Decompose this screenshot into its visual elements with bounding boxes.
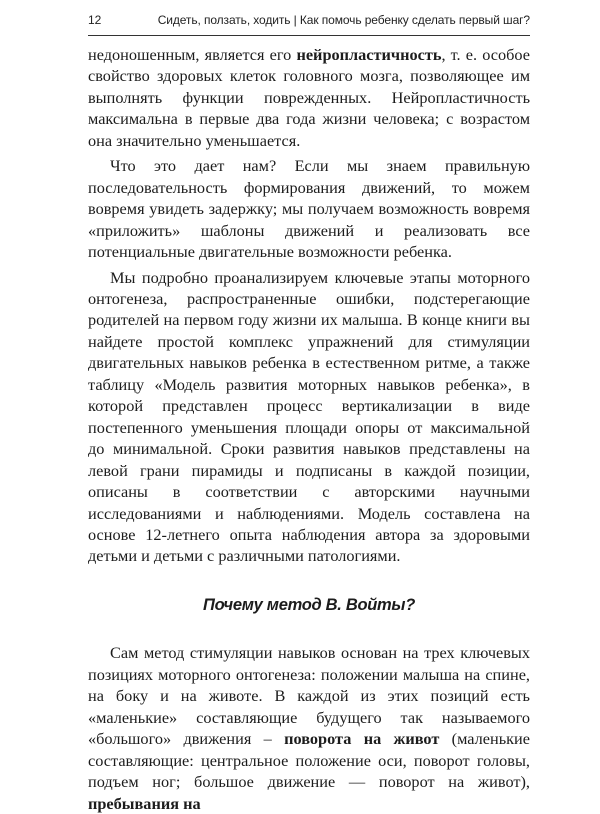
term-staying-on: пребывания на <box>88 793 201 813</box>
running-title: Сидеть, ползать, ходить | Как помочь ребенку сделать первый шаг? <box>157 13 530 27</box>
page-number: 12 <box>88 13 102 27</box>
paragraph-1-text-b: , т. е. особое свойство здоровых клеток головного мозга, позволяющее им выполнять функции поврежденных. Нейропластичность максимальна в первые два года жизни человека; с возрастом она значительно уменьшается. <box>88 45 530 150</box>
body-text <box>88 44 530 814</box>
paragraph-4-text-b: (маленькие составляющие: центральное положение оси, поворот головы, подъем ног; большое движение — поворот на живот), <box>88 729 530 792</box>
header-rule <box>88 35 530 36</box>
paragraph-1 <box>88 44 530 151</box>
term-roll-to-belly: поворота на живот <box>284 729 440 749</box>
paragraph-4 <box>88 642 530 814</box>
paragraph-2: Что это дает нам? Если мы знаем правильную последовательность формирования движений, то можем вовремя увидеть задержку; мы получаем возможность вовремя «приложить» шаблоны движений и реализовать все потенциальные двигательные возможности ребенка. <box>88 156 530 262</box>
section-heading: Почему метод В. Войты? <box>203 595 415 614</box>
paragraph-1-text-a: недоношенным, является его <box>88 45 297 64</box>
running-header <box>88 10 530 30</box>
paragraph-3: Мы подробно проанализируем ключевые этапы моторного онтогенеза, распространенные ошибки, подстерегающие родителей на первом году жизни их малыша. В конце книги вы найдете простой комплекс упражнений для стимуляции двигательных навыков ребенка в естественном ритме, а также таблицу «Модель развития моторных навыков ребенка», в которой представлен процесс вертикализации в виде постепенного уменьшения площади опоры от максимальной до минимальной. Сроки развития навыков представлены на левой грани пирамиды и подписаны в каждой позиции, описаны в соответствии с авторскими научными исследованиями и наблюдениями. Модель составлена на основе 12-летнего опыта наблюдения автора за здоровыми детьми и детьми с различными патологиями. <box>88 267 530 566</box>
paragraph-4-text-a: Сам метод стимуляции навыков основан на трех ключевых позициях моторного онтогенеза: положении малыша на спине, на боку и на животе. В каждой из этих позиций есть «маленькие» составляющие будущего так называемого «большого» движения – <box>88 643 530 749</box>
term-neuroplasticity: нейропластичность <box>296 45 442 64</box>
